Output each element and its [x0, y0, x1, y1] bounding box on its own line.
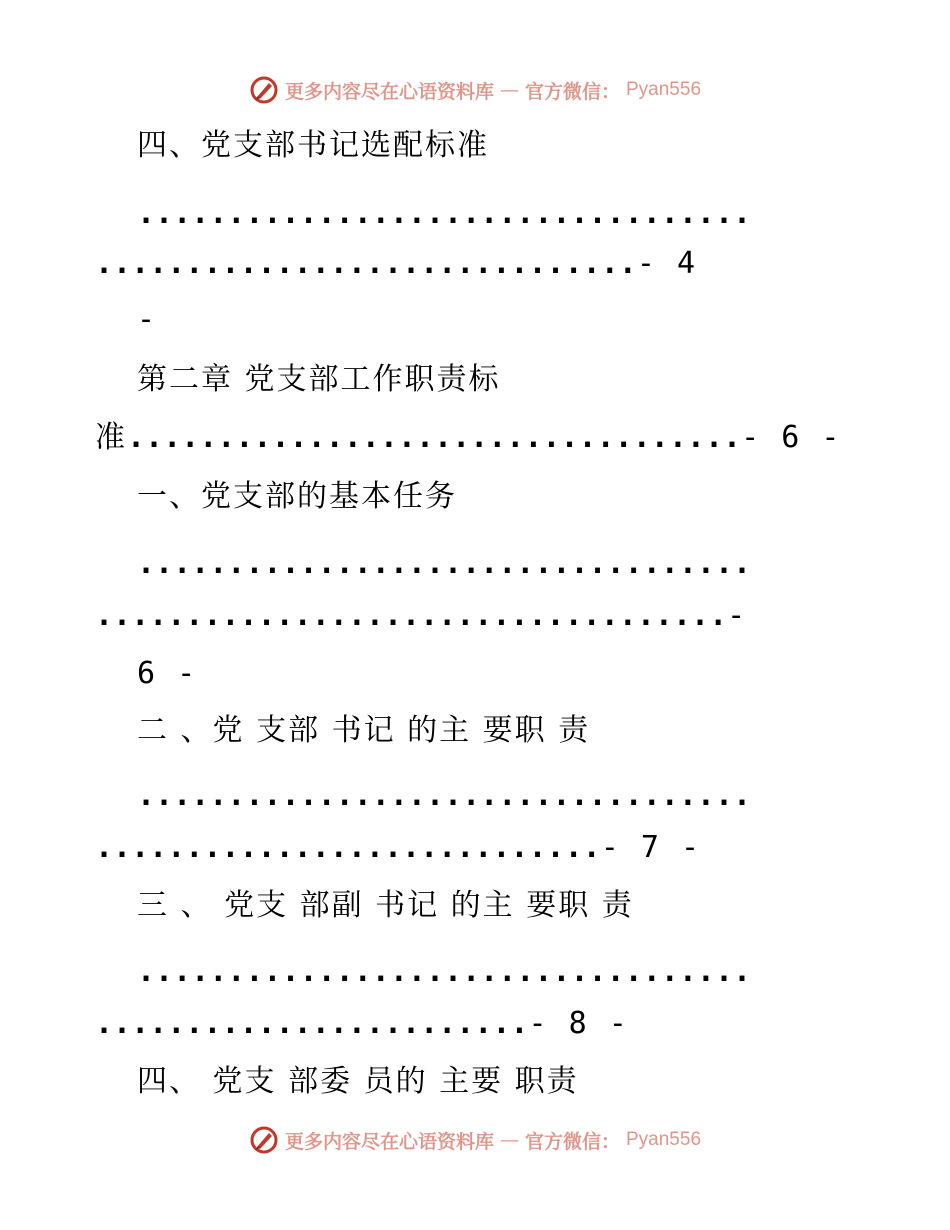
toc-page-number: - 8 -: [528, 1006, 629, 1041]
footer-watermark: [0, 1120, 950, 1160]
toc-chapter-title-continued: 准: [95, 420, 127, 455]
toc-leader-dots: ..................................: [137, 954, 752, 989]
pen-logo-icon: [249, 1125, 279, 1155]
watermark-text: 更多内容尽在心语资料库: [284, 1130, 494, 1153]
toc-leader-dots: ........................: [95, 1006, 529, 1041]
watermark-account: Pyan556: [626, 79, 702, 100]
toc-leader-dots: ..................................: [137, 778, 752, 813]
toc-leader-line: [95, 596, 747, 636]
toc-leader-dots: ..................................: [137, 546, 752, 581]
toc-entry-title: 四、 党支 部委 员的 主要 职责: [137, 1064, 579, 1099]
toc-leader-dots: ..................................: [127, 420, 742, 455]
toc-page-number-continued: -: [137, 302, 158, 337]
toc-leader-line: [95, 244, 697, 284]
toc-page-number: - 4: [636, 246, 698, 281]
watermark-label: 官方微信：: [524, 80, 620, 103]
toc-entry-title: 三 、 党支 部副 书记 的主 要职 责: [137, 888, 634, 923]
toc-page-number: - 7 -: [600, 830, 702, 865]
toc-chapter-title: 第二章 党支部工作职责标: [137, 362, 501, 397]
watermark-account: Pyan556: [626, 1129, 702, 1150]
toc-leader-dots: ..................................: [137, 196, 752, 231]
toc-entry-title: 一、党支部的基本任务: [137, 479, 457, 514]
toc-leader-line: [95, 418, 841, 458]
toc-page-number-continued: 6 -: [137, 656, 198, 691]
toc-page-number: - 6 -: [741, 420, 842, 455]
watermark-label: 官方微信：: [524, 1130, 620, 1153]
header-watermark: [0, 70, 950, 110]
toc-page-number: -: [727, 598, 748, 633]
toc-leader-dots: ...................................: [95, 598, 728, 633]
toc-entry-title: 二 、党 支部 书记 的主 要职 责: [137, 713, 591, 748]
watermark-dash: —: [499, 79, 519, 101]
toc-entry-title: 四、党支部书记选配标准: [137, 128, 489, 163]
toc-leader-line: [95, 828, 701, 868]
watermark-dash: —: [499, 1129, 519, 1151]
pen-logo-icon: [249, 75, 279, 105]
watermark-text: 更多内容尽在心语资料库: [284, 80, 494, 103]
toc-leader-dots: ............................: [95, 830, 601, 865]
toc-leader-line: [95, 1004, 629, 1044]
toc-leader-dots: ..............................: [95, 246, 637, 281]
